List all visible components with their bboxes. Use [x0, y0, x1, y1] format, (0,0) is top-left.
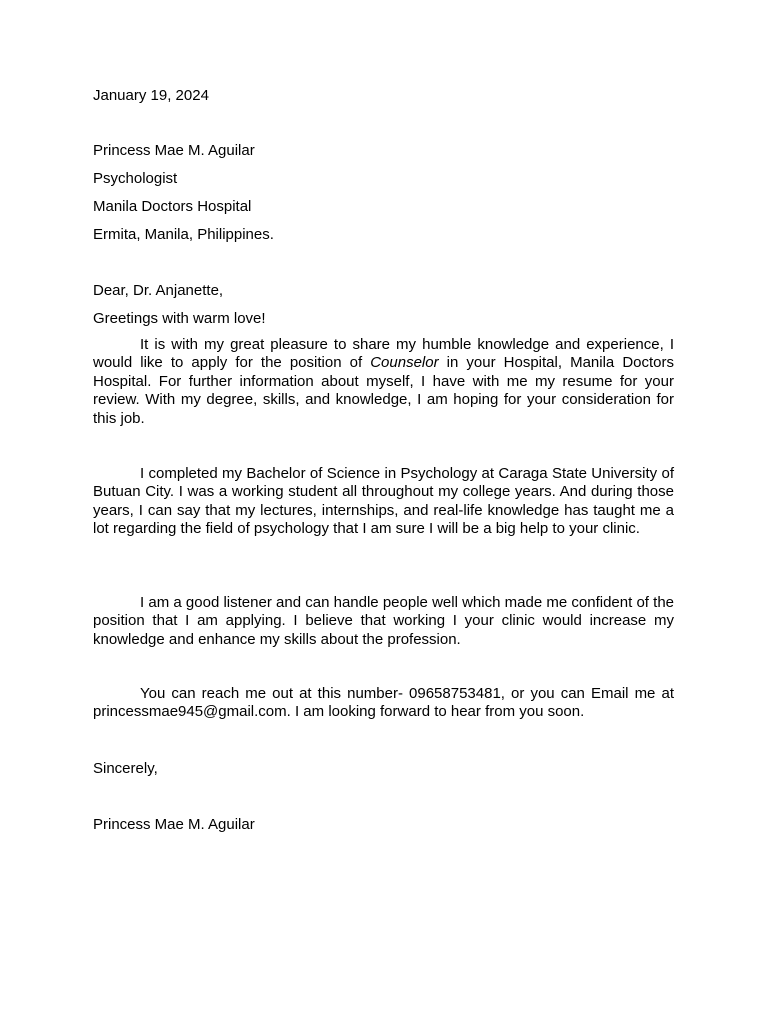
recipient-organization: Manila Doctors Hospital [93, 198, 252, 215]
body-paragraph-2: I completed my Bachelor of Science in Psychology at Caraga State University of Butuan City. I was a working student all throughout my college years. And during those years, I can say that my lectures, internships, and real-life knowledge has taught me a lot regarding the field of psychology that I am sure I will be a big help to your clinic. [93, 465, 674, 538]
body-paragraph-3: I am a good listener and can handle people well which made me confident of the position that I am applying. I believe that working I your clinic would increase my knowledge and enhance my skills about the profession. [93, 594, 674, 648]
signature-name: Princess Mae M. Aguilar [93, 816, 255, 833]
recipient-title: Psychologist [93, 170, 178, 187]
letter-date: January 19, 2024 [93, 87, 209, 104]
body-paragraph-1 [93, 336, 674, 428]
salutation: Dear, Dr. Anjanette, [93, 282, 224, 299]
position-name: Counselor [370, 354, 439, 372]
body-paragraph-4: You can reach me out at this number- 09658753481, or you can Email me at princessmae945@gmail.com. I am looking forward to hear from you soon. [93, 685, 674, 721]
recipient-name: Princess Mae M. Aguilar [93, 142, 255, 159]
body-paragraph-1-part-b: in your Hospital, Manila Doctors Hospital. For further information about myself, I have with me my resume for your review. With my degree, skills, and knowledge, I am hoping for your consideration for this job. [93, 354, 675, 427]
recipient-address: Ermita, Manila, Philippines. [93, 226, 274, 243]
closing: Sincerely, [93, 760, 158, 777]
greeting: Greetings with warm love! [93, 310, 266, 327]
body-paragraph-1-part-a: It is with my great pleasure to share my humble knowledge and experience, I would like to apply for the position of [93, 336, 674, 372]
